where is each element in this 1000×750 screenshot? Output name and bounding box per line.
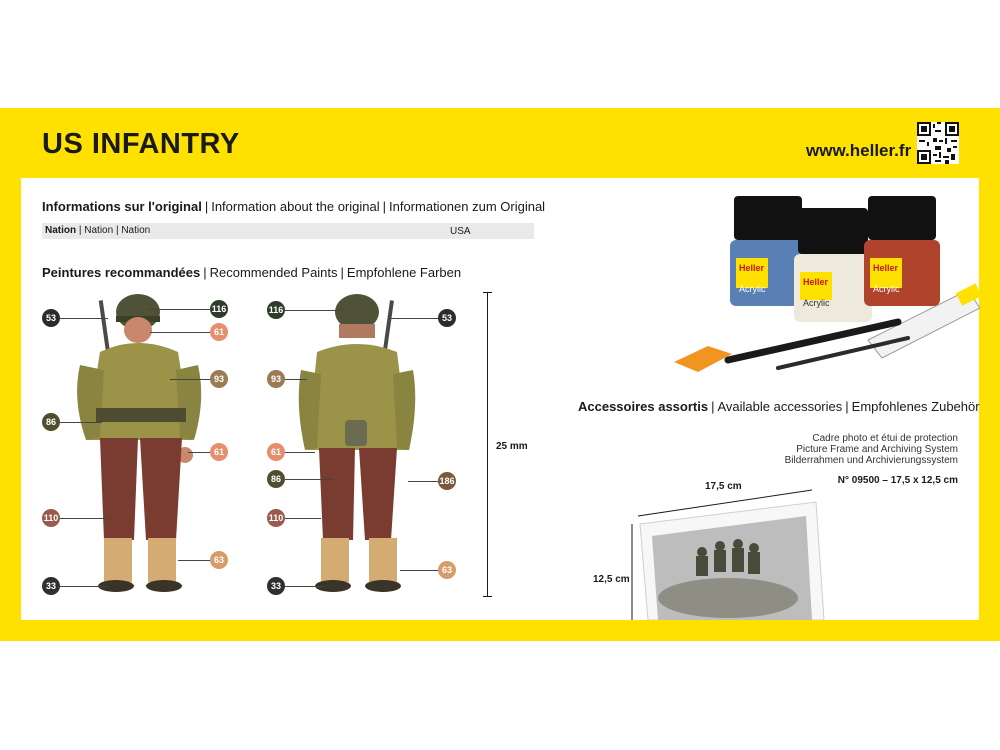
paint-badge-front-2: 61: [210, 323, 228, 341]
accessory-line-de: Bilderrahmen und Archivierungssystem: [784, 455, 958, 466]
paint-badge-front-1: 116: [210, 300, 228, 318]
scale-tick-top: [483, 292, 492, 293]
paint-jars-illustration: [668, 190, 980, 380]
leader-line: [170, 379, 210, 380]
paint-badge-back-2: 93: [267, 370, 285, 388]
scale-bar: [487, 292, 488, 597]
scale-label: 25 mm: [496, 441, 528, 452]
leader-line: [178, 560, 210, 561]
qr-code-icon[interactable]: [917, 122, 959, 164]
paint-badge-back-4: 86: [267, 470, 285, 488]
nation-row: Nation | Nation | Nation USA: [42, 223, 534, 239]
jar-brand-1: Heller: [739, 263, 765, 273]
leader-line: [150, 332, 210, 333]
paint-badge-back-1: 53: [438, 309, 456, 327]
leader-line: [408, 481, 438, 482]
leader-line: [285, 379, 307, 380]
paint-badge-back-6: 110: [267, 509, 285, 527]
leader-line: [285, 586, 325, 587]
nation-value: USA: [450, 226, 471, 237]
soldier-back-figure: [285, 290, 445, 600]
jar-type-1: Acrylic: [739, 284, 766, 294]
frame-width-label: 17,5 cm: [705, 481, 742, 492]
leader-line: [60, 518, 110, 519]
leader-line: [60, 422, 102, 423]
jar-type-2: Acrylic: [803, 298, 830, 308]
jar-brand-3: Heller: [873, 263, 899, 273]
leader-line: [285, 479, 333, 480]
frame-height-label: 12,5 cm: [593, 574, 630, 585]
accessory-line-fr: Cadre photo et étui de protection: [812, 433, 958, 444]
paint-badge-back-5: 186: [438, 472, 456, 490]
leader-line: [60, 318, 108, 319]
paint-badge-back-3: 61: [267, 443, 285, 461]
leader-line: [388, 318, 438, 319]
paint-badge-back-8: 63: [438, 561, 456, 579]
leader-line: [188, 452, 210, 453]
leader-line: [285, 452, 315, 453]
paint-badge-front-0: 53: [42, 309, 60, 327]
paint-badge-front-3: 93: [210, 370, 228, 388]
leader-line: [148, 309, 210, 310]
paint-badge-front-7: 63: [210, 551, 228, 569]
page-title: US INFANTRY: [42, 128, 240, 160]
paint-badge-front-8: 33: [42, 577, 60, 595]
paint-badge-front-4: 86: [42, 413, 60, 431]
accessory-reference: N° 09500 – 17,5 x 12,5 cm: [837, 475, 958, 486]
jar-brand-2: Heller: [803, 277, 829, 287]
jar-type-3: Acrylic: [873, 284, 900, 294]
leader-line: [400, 570, 438, 571]
leader-line: [285, 518, 321, 519]
paint-badge-back-0: 116: [267, 301, 285, 319]
scale-tick-bottom: [483, 596, 492, 597]
leader-line: [285, 310, 345, 311]
website-link[interactable]: www.heller.fr: [806, 141, 912, 160]
accessory-line-en: Picture Frame and Archiving System: [796, 444, 958, 455]
paint-badge-front-6: 110: [42, 509, 60, 527]
paint-badge-back-7: 33: [267, 577, 285, 595]
paint-badge-front-5: 61: [210, 443, 228, 461]
leader-line: [60, 586, 108, 587]
picture-frame-illustration: [628, 488, 828, 620]
paints-heading: Peintures recommandées | Recommended Paints | Empfohlene Farben: [42, 265, 462, 280]
info-heading: Informations sur l'original | Information about the original | Informationen zum Original: [42, 199, 546, 214]
accessories-heading: Accessoires assortis | Available accessories | Empfohlenes Zubehör: [578, 399, 980, 414]
soldier-front-figure: [60, 290, 220, 600]
